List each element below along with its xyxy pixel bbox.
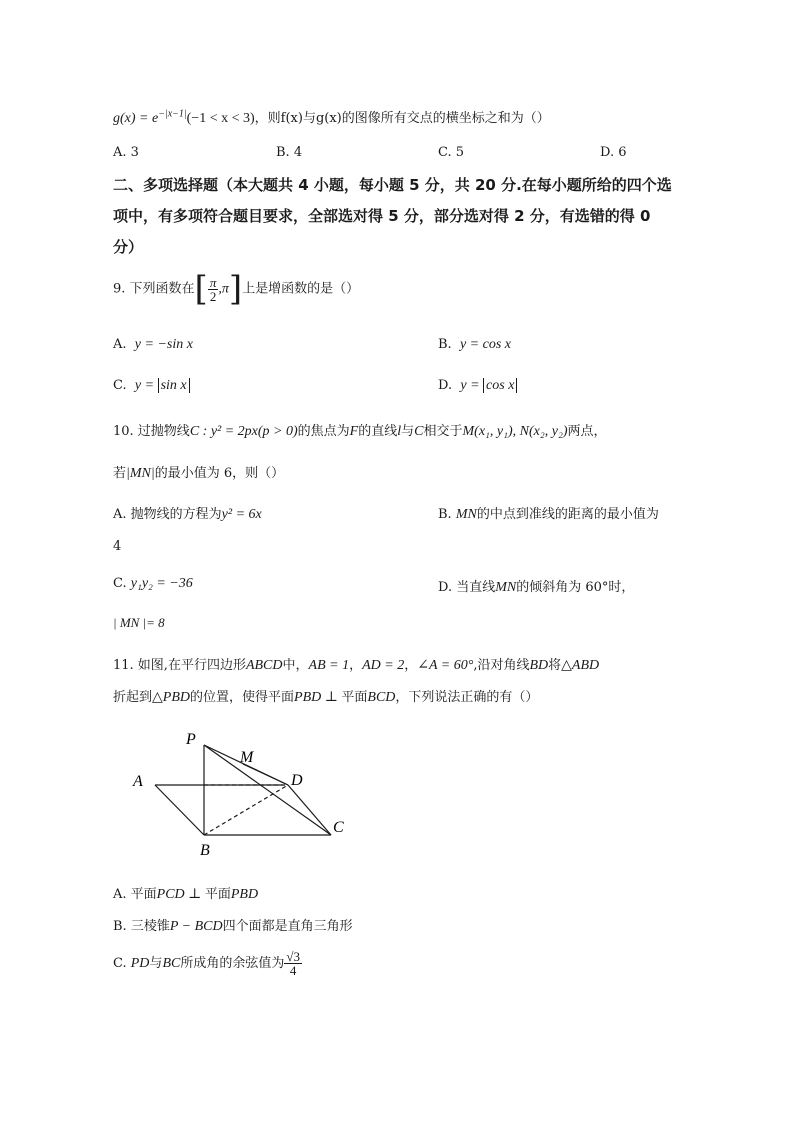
q9-option-d-abs: cos x [483,378,517,393]
q10-option-b-mn: MN [455,507,477,522]
q10-focus: F [349,424,359,439]
q11-option-a [113,883,258,903]
q11-l1-c: ， [349,658,363,673]
segment-b-d-dashed [204,785,288,835]
q11-option-c-fraction [284,950,302,977]
q10-stem-line1 [113,420,607,440]
q11-l2-d: ，下列说法正确的有（） [395,690,539,705]
q10-option-a-text: A. 抛物线的方程为 [113,507,222,522]
q9-option-b [438,337,511,353]
q10-option-d-text: D. 当直线 [438,580,496,595]
q9-option-d-letter: D. [438,378,453,393]
q10-option-b-letter: B. [438,507,456,522]
q8-stem [113,107,550,127]
q11-option-c-with: 与 [149,956,163,971]
section2-heading-line3: 分） [113,238,144,256]
q11-option-c-num: √3 [286,949,300,964]
q10-text-5: 相交于 [423,424,463,439]
q11-l2-pbd: PBD [294,690,322,705]
q8-option-a: A. 3 [113,145,139,160]
q11-l1-abcd: ABCD [245,658,283,673]
q8-stem-text: ，则f(x)与g(x)的图像所有交点的横坐标之和为（） [254,111,550,126]
q11-l2-bcd: BCD [367,690,396,705]
q9-option-d [438,378,517,394]
q11-l2-perp: ⊥ [321,690,342,705]
q9-option-a [113,337,193,353]
q8-g-domain: (−1 < x < 3) [186,111,255,126]
segment-m-d [243,764,288,785]
q10-text-4: 与 [401,424,415,439]
q9-option-b-letter: B. [438,337,452,352]
q11-l1-bd: BD [529,658,549,673]
q10-option-c [113,576,193,592]
q9-option-c [113,378,190,394]
q10-line2-prefix: 若 [113,466,127,481]
q9-option-d-lhs: y = [460,378,484,393]
q10-option-d-tail: 的倾斜角为 60°时， [516,580,635,595]
q11-l1-f: 将 [548,658,562,673]
q11-l1-angle: ∠A = 60° [417,658,474,673]
q11-l1-e: ,沿对角线 [473,658,530,673]
q10-option-d [438,576,634,596]
q9-interval-tail: ,π [218,281,229,297]
q10-option-a [113,503,262,523]
q8-g-exponent: −|x−1| [158,108,187,120]
q10-text-6: 两点， [567,424,607,439]
q10-text-1: 10. 过抛物线 [113,424,190,439]
q8-option-b: B. 4 [276,145,303,160]
q10-option-d-cont: | MN |= 8 [113,615,165,630]
q10-option-c-expr: y₁y₂ = −36 [130,576,193,591]
q10-curve-c: C [414,424,424,439]
q11-l1-b: 中， [282,658,309,673]
q11-l2-c: 平面 [341,690,368,705]
q11-option-c-den: 4 [284,963,302,977]
q8-g-def: g(x) = e [113,111,159,126]
q9-option-a-expr: y = −sin x [134,337,193,352]
q11-l2-b: 的位置，使得平面 [190,690,295,705]
q11-l1-ad: AD = 2 [362,658,405,673]
q9-suffix: 上是增函数的是（） [242,281,360,297]
q11-figure [120,722,360,862]
q9-fraction [208,276,219,303]
q8-option-c: C. 5 [438,145,465,160]
q9-option-c-lhs: y = [134,378,158,393]
q10-option-b-text: 的中点到准线的距离的最小值为 [476,507,659,522]
q11-option-b-text: B. 三棱锥 [113,919,170,934]
q11-option-b-pbcd: P − BCD [169,919,223,934]
q11-option-c-text: 所成角的余弦值为 [180,956,285,971]
q11-option-c-letter: C. [113,956,131,971]
q10-line-l: l [397,424,402,439]
q10-option-b [438,503,659,523]
segment-p-c [204,745,331,835]
q11-l2-triangle: △PBD [152,690,190,705]
section2-heading-line1: 二、多项选择题（本大题共 4 小题，每小题 5 分，共 20 分.在每小题所给的四个选 [113,176,672,194]
q8-option-d: D. 6 [600,145,627,160]
q11-stem-line1 [113,654,599,674]
q11-l1-ab: AB = 1 [308,658,350,673]
q11-option-c-pd: PD [130,956,150,971]
q10-option-c-letter: C. [113,576,131,591]
q10-stem-line2 [113,462,284,482]
q10-text-2: 的焦点为 [297,424,350,439]
label-m: M [240,749,254,766]
q11-option-a-perp: ⊥ [184,887,205,902]
q11-option-b [113,915,353,935]
q11-stem-line2 [113,686,538,706]
q10-line2-suffix: 的最小值为 6，则（） [154,466,285,481]
segment-d-c [288,785,331,835]
q11-option-b-tail: 四个面都是直角三角形 [222,919,353,934]
q9-left-bracket: [ [194,269,208,309]
q9-prefix: 9. 下列函数在 [113,281,195,297]
q11-option-a-plane: 平面 [204,887,231,902]
section2-heading-line2: 项中，有多项符合题目要求，全部选对得 5 分，部分选对得 2 分，有选错的得 0 [113,207,651,225]
q9-option-c-abs: sin x [158,378,190,393]
q9-option-b-expr: y = cos x [459,337,511,352]
q9-frac-num: π [209,274,217,290]
q11-option-c [113,950,302,977]
q10-text-3: 的直线 [358,424,398,439]
q10-option-a-expr: y² = 6x [221,507,262,522]
q9-stem [113,269,360,309]
q11-l1-triangle: △ABD [561,658,600,673]
q9-right-bracket: ] [228,269,243,309]
label-b: B [200,842,210,859]
label-p: P [186,731,196,748]
label-d: D [291,772,303,789]
q11-option-c-bc: BC [162,956,181,971]
q9-option-a-letter: A. [113,337,127,352]
q10-mn-abs: |MN| [126,466,155,481]
label-c: C [333,819,344,836]
q10-option-d-mn: MN [495,580,517,595]
q11-l1-d: ， [404,658,418,673]
q10-option-b-cont: 4 [113,539,122,554]
q9-option-c-letter: C. [113,378,127,393]
q10-points: M(x₁, y₁), N(x₂, y₂) [462,424,568,439]
label-a: A [133,773,143,790]
q9-frac-den: 2 [208,289,219,303]
q11-option-a-pbd: PBD [230,887,259,902]
segment-a-b [155,785,204,835]
q11-option-a-text: A. 平面 [113,887,157,902]
q11-l2-a: 折起到 [113,690,153,705]
q11-option-a-pcd: PCD [156,887,185,902]
q11-l1-a: 11. 如图,在平行四边形 [113,658,246,673]
q10-curve: C : y² = 2px(p > 0) [189,424,298,439]
